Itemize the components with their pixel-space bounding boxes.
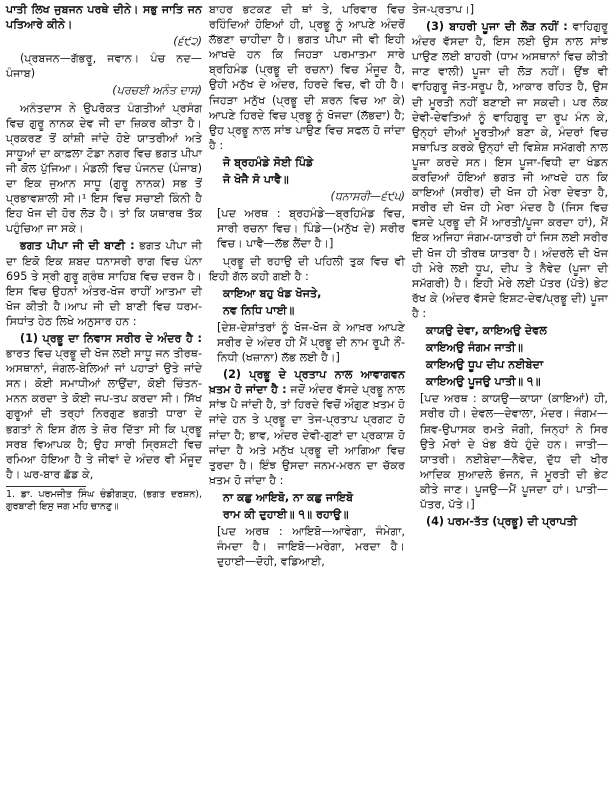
section-heading: (1) ਪ੍ਰਭੂ ਦਾ ਨਿਵਾਸ ਸਰੀਰ ਦੇ ਅੰਦਰ ਹੈ : xyxy=(20,331,202,345)
scripture-verse: ਜੋ ਬ੍ਰਹਮੰਡੇ ਸੋਈ ਪਿੰਡੇ xyxy=(223,155,314,169)
section-text: ਵਾਹਿਗੁਰੂ ਅੰਦਰ ਵੱਸਦਾ ਹੈ, ਇਸ ਲਈ ਉਸ ਨਾਲ ਸਾਂਝ ਪਾਉਣ ਲਈ ਬਾਹਰੀ (ਧਾਮ ਅਸਥਾਨਾਂ ਵਿਚ ਕੀਤੀ ਜਾਣ ਵਾਲੀ) ਪੂਜਾ ਦੀ ਲੋੜ ਨਹੀਂ। ਉਂਝ ਵੀ ਵਾਹਿਗੁਰੂ ਜੋਤ-ਸਰੂਪ ਹੈ, ਆਕਾਰ ਰਹਿਤ ਹੈ, ਉਸ ਦੀ ਮੂਰਤੀ ਨਹੀਂ ਬਣਾਈ ਜਾ ਸਕਦੀ। ਪਰ ਲੋਕ ਦੇਵੀ-ਦੇਵਤਿਆਂ ਨੂੰ ਵਾਹਿਗੁਰੂ ਦਾ ਰੂਪ ਮੰਨ ਕੇ, ਉਨ੍ਹਾਂ ਦੀਆਂ ਮੂਰਤੀਆਂ ਬਣਾ ਕੇ, ਮੰਦਰਾਂ ਵਿਚ ਸਥਾਪਿਤ ਕਰਕੇ ਉਨ੍ਹਾਂ ਦੀ ਵਿਸ਼ੇਸ਼ ਸਮੱਗਰੀ ਨਾਲ ਪੂਜਾ ਕਰਦੇ ਸਨ। ਇਸ ਪੂਜਾ-ਵਿਧੀ ਦਾ ਖੰਡਨ ਕਰਦਿਆਂ ਹੋਇਆਂ ਭਗਤ ਜੀ ਆਖਦੇ ਹਨ ਕਿ ਕਾਇਆਂ (ਸਰੀਰ) ਦੀ ਖੋਜ ਹੀ ਮੇਰਾ ਦੇਵਤਾ ਹੈ, ਸਰੀਰ ਦੀ ਖੋਜ ਹੀ ਮੇਰਾ ਮੰਦਰ ਹੈ (ਜਿਸ ਵਿਚ ਵਸਦੇ ਪ੍ਰਭੂ ਦੀ ਮੈਂ ਆਰਤੀ/ਪੂਜਾ ਕਰਦਾ ਹਾਂ), ਮੈਂ ਇਕ ਅਜਿਹਾ ਜੰਗਮ-ਯਾਤਰੀ ਹਾਂ ਜਿਸ ਲਈ ਸਰੀਰ ਦੀ ਖੋਜ ਹੀ ਤੀਰਥ ਯਾਤਰਾ ਹੈ। ਅੰਦਰਲੇ ਦੀ ਖੋਜ ਹੀ ਮੇਰੇ ਲਈ ਧੂਪ, ਦੀਪ ਤੇ ਨੈਵੇਦ (ਪੂਜਾ ਦੀ ਸਮੱਗਰੀ) ਹੈ। ਇਹੀ ਮੇਰੇ ਲਈ ਪੱਤਰ (ਪੱਤੇ) ਭੇਟ ਰੱਖ ਕੇ (ਅੰਦਰ ਵੱਸਦੇ ਇਸ਼ਟ-ਦੇਵ/ਪ੍ਰਭੂ ਦੀ) ਪੂਜਾ ਹੈ : xyxy=(412,20,608,320)
scripture-verse: ਕਾਇਆ ਬਹੁ ਖੰਡ ਖੋਜਤੇ, xyxy=(223,286,322,300)
scripture-verse: ਕਾਇਅਉ ਪੂਜਉ ਪਾਤੀ॥ ੧॥ xyxy=(426,375,541,389)
footnote-divider xyxy=(6,486,86,487)
section-paragraph xyxy=(209,367,405,488)
word-meaning: [ਦੇਸ਼-ਦੇਸ਼ਾਂਤਰਾਂ ਨੂੰ ਖੋਜ-ਖੋਜ ਕੇ ਆਖ਼ਰ ਆਪਣੇ ਸਰੀਰ ਦੇ ਅੰਦਰ ਹੀ ਮੈਂ ਪ੍ਰਭੂ ਦੀ ਨਾਮ ਰੂਪੀ ਨੌਂ-ਨਿਧੀ (ਖਜ਼ਾਨਾ) ਲੱਭ ਲਈ ਹੈ।] xyxy=(217,320,405,365)
section-heading: (3) ਬਾਹਰੀ ਪੂਜਾ ਦੀ ਲੋੜ ਨਹੀਂ : xyxy=(426,20,568,34)
verse-reference: (ਧਨਾਸਰੀ—੬੯੫) xyxy=(330,190,405,204)
word-meaning: [ਪਦ ਅਰਥ : ਕਾਯਉ—ਕਾਯਾ (ਕਾਇਆਂ) ਹੀ, ਸਰੀਰ ਹੀ। ਦੇਵਲ—ਦੇਵਾਲਾ, ਮੰਦਰ। ਜੰਗਮ—ਸ਼ਿਵ-ਉਪਾਸਕ ਰਮਤੇ ਜੋਗੀ, ਜਿਨ੍ਹਾਂ ਨੇ ਸਿਰ ਉਤੇ ਮੋਰਾਂ ਦੇ ਖੰਭ ਬੱਧੇ ਹੁੰਦੇ ਹਨ। ਜਾਤੀ—ਯਾਤਰੀ। ਨਈਬੇਦਾ—ਨੈਵੇਦ, ਦੁੱਧ ਦੀ ਖੀਰ ਆਦਿਕ ਸੁਆਦਲੇ ਭੋਜਨ, ਜੋ ਮੂਰਤੀ ਦੀ ਭੇਟ ਕੀਤੇ ਜਾਣ। ਪੂਜਉ—ਮੈਂ ਪੂਜਦਾ ਹਾਂ। ਪਾਤੀ—ਪੱਤਰ, ਪੱਤੇ।] xyxy=(420,392,608,511)
section-paragraph xyxy=(6,331,202,482)
body-paragraph: ਅਨੰਤਦਾਸ ਨੇ ਉਪਰੋਕਤ ਪੰਗਤੀਆਂ ਪ੍ਰਸੰਗ ਵਿਚ ਗੁਰੂ ਨਾਨਕ ਦੇਵ ਜੀ ਦਾ ਜ਼ਿਕਰ ਕੀਤਾ ਹੈ। ਪ੍ਰਕਰਣ ਤੋਂ ਕਾਂਸ਼ੀ ਜਾਂਦੇ ਹੋਏ ਯਾਤਰੀਆਂ ਅਤੇ ਸਾਧੂਆਂ ਦਾ ਕਾਫ਼ਲਾ ਟੋਡਾ ਨਗਰ ਵਿਚ ਭਗਤ ਪੀਪਾ ਜੀ ਕੋਲ ਪੁੱਜਿਆ। ਮੰਡਲੀ ਵਿਚ ਪੰਜਨਦ (ਪੰਜਾਬ) ਦਾ ਇਕ ਜੁਆਨ ਸਾਧੂ (ਗੁਰੂ ਨਾਨਕ) ਸਭ ਤੋਂ ਪ੍ਰਭਾਵਸ਼ਾਲੀ ਸੀ।¹ ਇਸ ਵਿਚ ਸਚਾਈ ਕਿੰਨੀ ਹੈ ਇਹ ਖੋਜ ਦੀ ਹੋਰ ਲੋੜ ਹੈ। ਤਾਂ ਕਿ ਯਥਾਰਥ ਤੱਕ ਪਹੁੰਚਿਆ ਜਾ ਸਕੇ। xyxy=(6,101,202,236)
word-meaning: [ਪਦ ਅਰਥ : ਆਇਬੋ—ਆਵੇਗਾ, ਜੰਮੇਗਾ, ਜੰਮਦਾ ਹੈ। ਜਾਇਬੋ—ਮਰੇਗਾ, ਮਰਦਾ ਹੈ। ਦੁਹਾਈ—ਦੋਹੀ, ਵਡਿਆਈ, xyxy=(217,525,405,569)
verse-paragraph: ਪਾਤੀ ਲਿਖ ਜੁਬਜਨ ਪਰਥੇ ਦੀਨੇ। ਸਭੁ ਜਾਤਿ ਜਨ ਪਤਿਆਰੇ ਕੀਨੇ। xyxy=(6,3,202,32)
body-paragraph: ਬਾਹਰ ਭਟਕਣ ਦੀ ਥਾਂ ਤੇ, ਪਰਿਵਾਰ ਵਿਚ ਰਹਿੰਦਿਆਂ ਹੋਇਆਂ ਹੀ, ਪ੍ਰਭੂ ਨੂੰ ਆਪਣੇ ਅੰਦਰੋਂ ਲੱਭਣਾ ਚਾਹੀਦਾ ਹੈ। ਭਗਤ ਪੀਪਾ ਜੀ ਵੀ ਇਹੀ ਆਖਦੇ ਹਨ ਕਿ ਜਿਹੜਾ ਪਰਮਾਤਮਾ ਸਾਰੇ ਬ੍ਰਹਿਮੰਡ (ਪ੍ਰਭੂ ਦੀ ਰਚਨਾ) ਵਿਚ ਮੌਜੂਦ ਹੈ, ਉਹੀ ਮਨੁੱਖ ਦੇ ਅੰਦਰ, ਹਿਰਦੇ ਵਿਚ, ਵੀ ਹੀ ਹੈ। ਜਿਹੜਾ ਮਨੁੱਖ (ਪ੍ਰਭੂ ਦੀ ਸ਼ਰਨ ਵਿਚ ਆ ਕੇ) ਆਪਣੇ ਹਿਰਦੇ ਵਿਚ ਪ੍ਰਭੂ ਨੂੰ ਖੋਜਦਾ (ਲੱਭਦਾ) ਹੈ; ਉਹ ਪ੍ਰਭੂ ਨਾਲ ਸਾਂਝ ਪਾਉਣ ਵਿਚ ਸਫਲ ਹੋ ਜਾਂਦਾ ਹੈ : xyxy=(209,3,405,152)
glossary-note: (ਪ੍ਰਬਜਨ—ਗੱਭਰੂ, ਜਵਾਨ। ਪੰਚ ਨਦ—ਪੰਜਾਬ) xyxy=(6,52,202,81)
footnote: 1. ਡਾ. ਪਰਮਜੀਤ ਸਿੰਘ ਚੰਡੀਗੜ੍ਹ, (ਭਗਤ ਦਰਸ਼ਨ), ਗੁਰਬਾਣੀ ਇਸੁ ਜਗ ਮਹਿ ਚਾਨਣੁ॥ xyxy=(6,488,202,512)
word-meaning-continued: ਤੇਜ-ਪ੍ਰਤਾਪ।] xyxy=(412,3,475,16)
section-text: ਭਾਰਤ ਵਿਚ ਪ੍ਰਭੂ ਦੀ ਖੋਜ ਲਈ ਸਾਧੂ ਜਨ ਤੀਰਥ-ਅਸਥਾਨਾਂ, ਜੰਗਲ-ਬੇਲਿਆਂ ਜਾਂ ਪਹਾੜਾਂ ਉਤੇ ਜਾਂਦੇ ਸਨ। ਕੋਈ ਸਮਾਧੀਆਂ ਲਾਉਂਦਾ, ਕੋਈ ਚਿੰਤਨ-ਮਨਨ ਕਰਦਾ ਤੇ ਕੋਈ ਜਪ-ਤਪ ਕਰਦਾ ਸੀ। ਸਿੱਖ ਗੁਰੂਆਂ ਦੀ ਤਰ੍ਹਾਂ ਨਿਰਗੁਣ ਭਗਤੀ ਧਾਰਾ ਦੇ ਭਗਤਾਂ ਨੇ ਇਸ ਗੱਲ ਤੇ ਜ਼ੋਰ ਦਿੱਤਾ ਸੀ ਕਿ ਪ੍ਰਭੂ ਸਰਬ ਵਿਆਪਕ ਹੈ; ਉਹ ਸਾਰੀ ਸ੍ਰਿਸ਼ਟੀ ਵਿਚ ਰਮਿਆ ਹੋਇਆ ਹੈ ਤੇ ਜੀਵਾਂ ਦੇ ਅੰਦਰ ਵੀ ਮੌਜੂਦ ਹੈ। ਘਰ-ਬਾਰ ਛੱਡ ਕੇ, xyxy=(6,347,202,481)
verse-reference: (੬੯੨) xyxy=(173,35,202,49)
body-paragraph: ਪ੍ਰਭੂ ਦੀ ਰਹਾਉ ਦੀ ਪਹਿਲੀ ਤੁਕ ਵਿਚ ਵੀ ਇਹੀ ਗੱਲ ਕਹੀ ਗਈ ਹੈ : xyxy=(209,254,405,283)
scripture-verse: ਕਾਯਉ ਦੇਵਾ, ਕਾਇਅਉ ਦੇਵਲ xyxy=(426,323,547,337)
section-text: ਭਗਤ ਪੀਪਾ ਜੀ ਦਾ ਇਕੋ ਇਕ ਸ਼ਬਦ ਧਨਾਸਰੀ ਰਾਗ ਵਿਚ ਪੰਨਾ 695 ਤੇ ਸ੍ਰੀ ਗੁਰੂ ਗ੍ਰੰਥ ਸਾਹਿਬ ਵਿਚ ਦਰਜ ਹੈ। ਇਸ ਵਿਚ ਉਹਨਾਂ ਅੰਤਰ-ਖੋਜ ਰਾਹੀਂ ਆਤਮਾ ਦੀ ਖੋਜ ਕੀਤੀ ਹੈ।ਆਪ ਜੀ ਦੀ ਬਾਣੀ ਵਿਚ ਧਰਮ- ਸਿਧਾਂਤ ਹੇਠ ਲਿਖੇ ਅਨੁਸਾਰ ਹਨ : xyxy=(6,239,203,328)
section-paragraph xyxy=(6,238,202,329)
section-heading: ਭਗਤ ਪੀਪਾ ਜੀ ਦੀ ਬਾਣੀ : xyxy=(20,239,135,253)
scripture-verse: ਕਾਇਅਉ ਧੂਪ ਦੀਪ ਨਈਬੇਦਾ xyxy=(426,358,544,372)
section-heading: (2) ਪ੍ਰਭੂ ਦੇ ਪ੍ਰਤਾਪ ਨਾਲ ਆਵਾਗਵਨ ਖ਼ਤਮ ਹੋ ਜਾਂਦਾ ਹੈ : xyxy=(209,368,405,397)
scripture-verse: ਨਾ ਕਛੁ ਆਇਬੋ, ਨਾ ਕਛੁ ਜਾਇਬੋ xyxy=(223,490,354,504)
scripture-verse: ਜੋ ਖੋਜੈ ਸੋ ਪਾਵੈ॥ xyxy=(223,173,289,187)
scripture-verse: ਕਾਇਅਉ ਜੰਗਮ ਜਾਤੀ॥ xyxy=(426,341,524,355)
source-reference: (ਪਰਚਈ ਅਨੰਤ ਦਾਸ) xyxy=(112,84,202,98)
section-paragraph xyxy=(412,19,608,321)
scripture-verse: ਰਾਮ ਕੀ ਦੁਹਾਈ॥ ੧॥ ਰਹਾਉ॥ xyxy=(223,508,349,521)
column-right xyxy=(412,2,608,531)
column-left xyxy=(6,2,202,515)
scripture-verse: ਨਵ ਨਿਧਿ ਪਾਈ॥ xyxy=(223,303,295,317)
word-meaning: [ਪਦ ਅਰਥ : ਬ੍ਰਹਮੰਡੇ—ਬ੍ਰਹਿਮੰਡ ਵਿਚ, ਸਾਰੀ ਰਚਨਾ ਵਿਚ। ਪਿੰਡੇ—(ਮਨੁੱਖ ਦੇ) ਸਰੀਰ ਵਿਚ। ਪਾਵੈ—ਲੱਭ ਲੈਂਦਾ ਹੈ।] xyxy=(217,207,405,251)
section-heading: (4) ਪਰਮ-ਤੱਤ (ਪ੍ਰਭੂ) ਦੀ ਪ੍ਰਾਪਤੀ xyxy=(426,515,578,529)
column-middle xyxy=(209,2,405,571)
section-text: ਜਦੋਂ ਅੰਦਰ ਵੱਸਦੇ ਪ੍ਰਭੂ ਨਾਲ ਸਾਂਝ ਪੈ ਜਾਂਦੀ ਹੈ, ਤਾਂ ਹਿਰਦੇ ਵਿਚੋਂ ਔਗੁਣ ਖ਼ਤਮ ਹੋ ਜਾਂਦੇ ਹਨ ਤੇ ਪ੍ਰਭੂ ਦਾ ਤੇਜ-ਪ੍ਰਤਾਪ ਪ੍ਰਗਟ ਹੋ ਜਾਂਦਾ ਹੈ; ਭਾਵ, ਅੰਦਰ ਦੇਵੀ-ਗੁਣਾਂ ਦਾ ਪ੍ਰਕਾਸ਼ ਹੋ ਜਾਂਦਾ ਹੈ ਅਤੇ ਮਨੁੱਖ ਪ੍ਰਭੂ ਦੀ ਆਗਿਆ ਵਿਚ ਤੁਰਦਾ ਹੈ। ਇੰਝ ਉਸਦਾ ਜਨਮ-ਮਰਨ ਦਾ ਚੱਕਰ ਖ਼ਤਮ ਹੋ ਜਾਂਦਾ ਹੈ : xyxy=(209,383,405,487)
